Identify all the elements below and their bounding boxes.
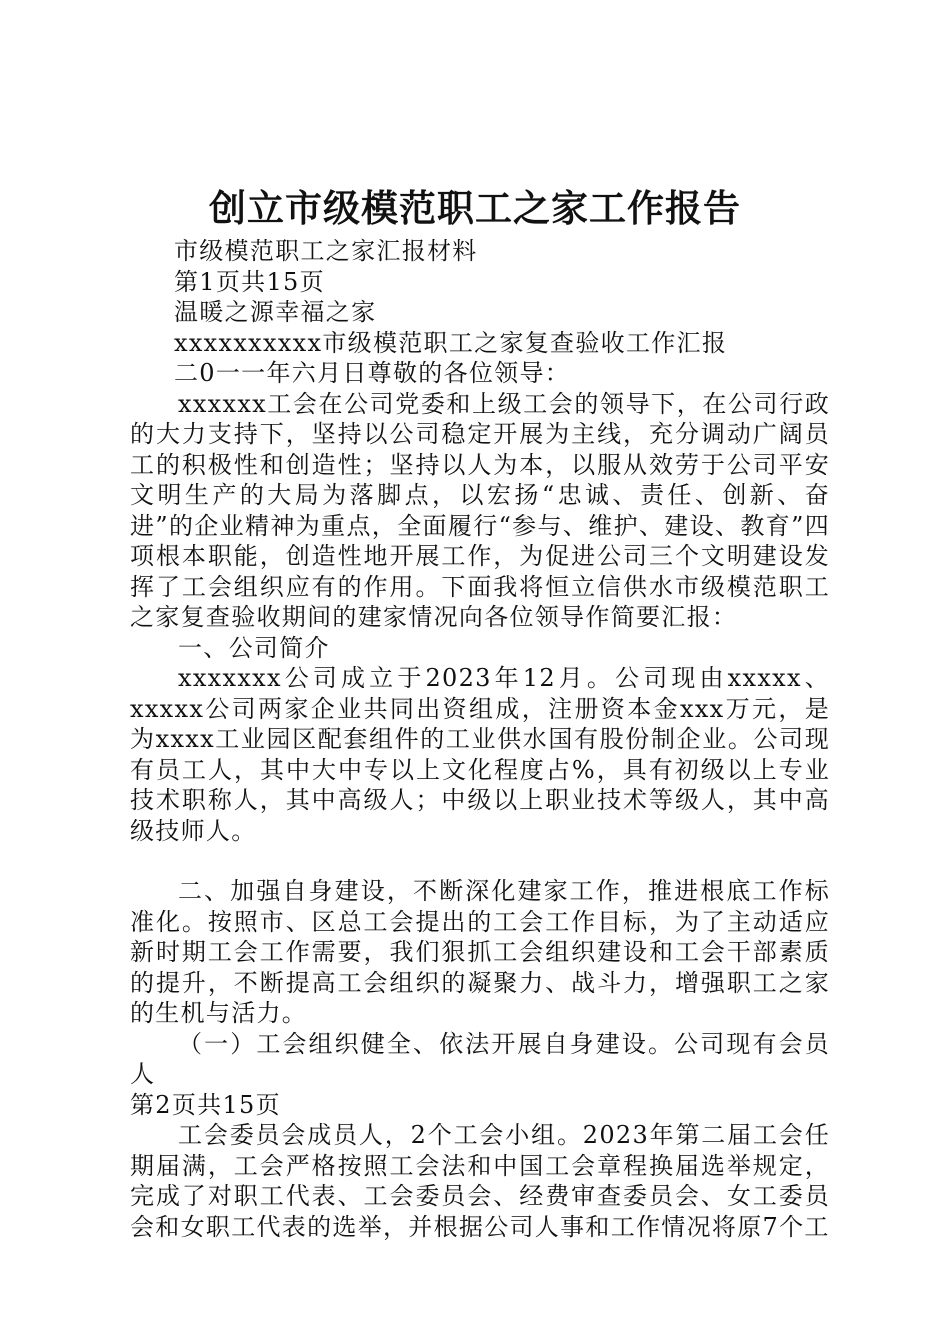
- subtitle-line: 市级模范职工之家汇报材料: [174, 237, 478, 265]
- union-paragraph: 工会委员会成员人，2个工会小组。2023年第二届工会任期届满，工会严格按照工会法和中国工会章程换届选举规定，完成了对职工代表、工会委员会、经费审查委员会、女工委员会和女职工代表的选举，并根据公司人事和工作情况将原7个工: [130, 1121, 830, 1241]
- company-paragraph: xxxxxxx公司成立于2023年12月。公司现由xxxxx、xxxxx公司两家企业共同出资组成，注册资本金xxx万元，是为xxxx工业园区配套组件的工业供水国有股份制企业。公司现有员工人，其中大中专以上文化程度占%，具有初级以上专业技术职称人，其中高级人；中级以上职业技术等级人，其中高级技师人。: [130, 664, 830, 845]
- document-title: 创立市级模范职工之家工作报告: [209, 186, 741, 230]
- intro-paragraph: xxxxxx工会在公司党委和上级工会的领导下，在公司行政的大力支持下，坚持以公司稳定开展为主线，充分调动广阔员工的积极性和创造性；坚持以人为本，以服从效劳于公司平安文明生产的大局为落脚点，以宏扬“忠诚、责任、创新、奋进”的企业精神为重点，全面履行“参与、维护、建设、教育”四项根本职能，创造性地开展工作，为促进公司三个文明建设发挥了工会组织应有的作用。下面我将恒立信供水市级模范职工之家复查验收期间的建家情况向各位领导作简要汇报：: [130, 389, 830, 631]
- subsection-paragraph: （一）工会组织健全、依法开展自身建设。公司现有会员人: [130, 1029, 830, 1088]
- date-greeting: 二0一一年六月日尊敬的各位领导：: [174, 359, 571, 387]
- section-two-paragraph: 二、加强自身建设，不断深化建家工作，推进根底工作标准化。按照市、区总工会提出的工会工作目标，为了主动适应新时期工会工作需要，我们狠抓工会组织建设和工会干部素质的提升，不断提高工会组织的凝聚力、战斗力，增强职工之家的生机与活力。: [130, 877, 830, 1027]
- report-heading: xxxxxxxxxx市级模范职工之家复查验收工作汇报: [174, 328, 728, 357]
- page-marker: 第1页共15页: [174, 267, 325, 296]
- paragraph-gap: [130, 846, 830, 876]
- page-marker: 第2页共15页: [130, 1090, 281, 1119]
- document-body: [130, 236, 830, 1242]
- section-heading: 一、公司简介: [178, 633, 330, 662]
- slogan-line: 温暖之源幸福之家: [174, 298, 377, 326]
